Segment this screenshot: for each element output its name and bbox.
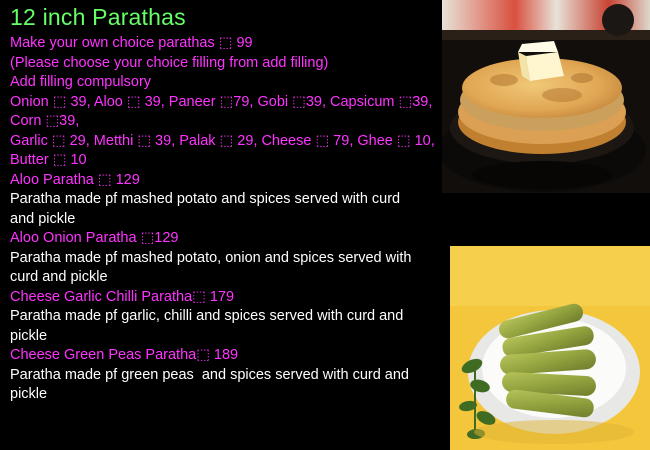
menu-item-description: curd and pickle xyxy=(10,269,108,285)
menu-line: Corn ⬚39, xyxy=(10,113,80,129)
menu-line: Garlic ⬚ 29, Metthi ⬚ 39, Palak ⬚ 29, Cheese ⬚ 79, Ghee ⬚ 10, xyxy=(10,132,435,149)
menu-text-column xyxy=(10,4,466,405)
menu-item-description: Paratha made pf green peas and spices served with curd and xyxy=(10,366,409,383)
menu-item-description: Paratha made pf garlic, chilli and spices served with curd and xyxy=(10,308,404,324)
paratha-stack-photo xyxy=(442,0,650,193)
stuffed-paratha-illustration xyxy=(450,246,650,450)
menu-line: Onion ⬚ 39, Aloo ⬚ 39, Paneer ⬚79, Gobi ⬚39, Capsicum ⬚39, xyxy=(10,93,433,110)
paratha-stack-illustration xyxy=(442,0,650,193)
menu-item-heading: Aloo Paratha ⬚ 129 xyxy=(10,171,140,188)
menu-item-description: Paratha made pf mashed potato, onion and spices served with xyxy=(10,249,412,266)
menu-item-heading: Cheese Green Peas Paratha⬚ 189 xyxy=(10,347,239,363)
menu-line: (Please choose your choice filling from add filling) xyxy=(10,54,329,71)
menu-item-heading: Aloo Onion Paratha ⬚129 xyxy=(10,230,179,246)
menu-line: Add filling compulsory xyxy=(10,74,152,90)
page-title: 12 inch Parathas xyxy=(10,4,186,30)
menu-item-description: pickle xyxy=(10,386,48,402)
menu-line: Butter ⬚ 10 xyxy=(10,152,87,168)
menu-line: Make your own choice parathas ⬚ 99 xyxy=(10,35,253,51)
stuffed-paratha-photo xyxy=(450,246,650,450)
menu-item-heading: Cheese Garlic Chilli Paratha⬚ 179 xyxy=(10,288,235,305)
menu-item-description: Paratha made pf mashed potato and spices served with curd xyxy=(10,191,401,207)
menu-item-description: and pickle xyxy=(10,210,76,227)
menu-item-description: pickle xyxy=(10,327,48,344)
